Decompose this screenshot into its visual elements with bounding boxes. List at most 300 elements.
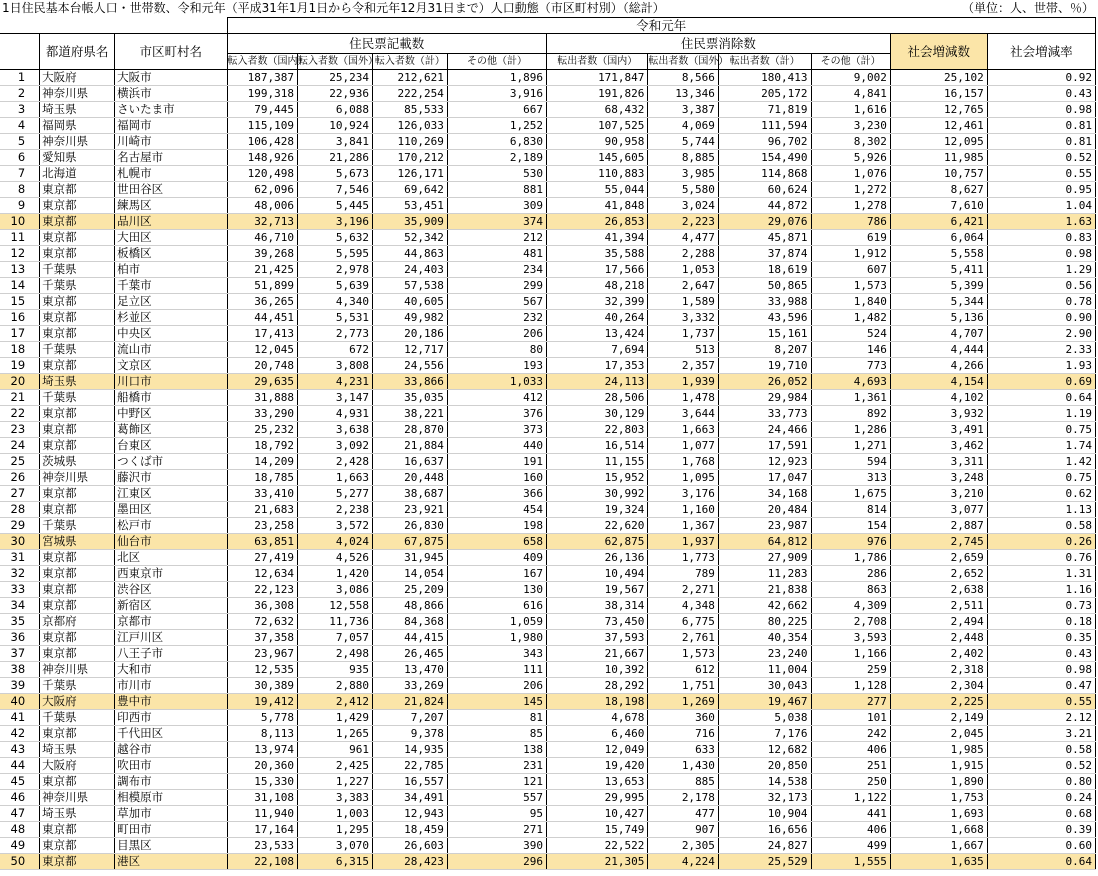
city-cell[interactable]: 草加市: [115, 806, 227, 822]
value-cell[interactable]: 667: [447, 102, 546, 118]
value-cell[interactable]: 0.35: [987, 630, 1095, 646]
value-cell[interactable]: 5,632: [298, 230, 373, 246]
value-cell[interactable]: 4,693: [811, 374, 890, 390]
value-cell[interactable]: 17,353: [547, 358, 648, 374]
value-cell[interactable]: 4,444: [890, 342, 987, 358]
value-cell[interactable]: 2,887: [890, 518, 987, 534]
value-cell[interactable]: 406: [811, 742, 890, 758]
value-cell[interactable]: 32,399: [547, 294, 648, 310]
value-cell[interactable]: 1,573: [811, 278, 890, 294]
value-cell[interactable]: 885: [648, 774, 719, 790]
value-cell[interactable]: 524: [811, 326, 890, 342]
value-cell[interactable]: 96,702: [718, 134, 811, 150]
prefecture-cell[interactable]: 埼玉県: [40, 742, 115, 758]
city-cell[interactable]: 船橋市: [115, 390, 227, 406]
value-cell[interactable]: 6,315: [298, 854, 373, 870]
value-cell[interactable]: 0.60: [987, 838, 1095, 854]
value-cell[interactable]: 594: [811, 454, 890, 470]
value-cell[interactable]: 50,865: [718, 278, 811, 294]
value-cell[interactable]: 373: [447, 422, 546, 438]
value-cell[interactable]: 360: [648, 710, 719, 726]
value-cell[interactable]: 26,853: [547, 214, 648, 230]
value-cell[interactable]: 251: [811, 758, 890, 774]
value-cell[interactable]: 44,451: [227, 310, 298, 326]
city-cell[interactable]: 中野区: [115, 406, 227, 422]
value-cell[interactable]: 62,875: [547, 534, 648, 550]
value-cell[interactable]: 32,173: [718, 790, 811, 806]
row-number[interactable]: 23: [0, 422, 40, 438]
row-number[interactable]: 5: [0, 134, 40, 150]
value-cell[interactable]: 0.95: [987, 182, 1095, 198]
value-cell[interactable]: 13,653: [547, 774, 648, 790]
value-cell[interactable]: 2,318: [890, 662, 987, 678]
row-number[interactable]: 35: [0, 614, 40, 630]
value-cell[interactable]: 18,459: [372, 822, 447, 838]
value-cell[interactable]: 309: [447, 198, 546, 214]
prefecture-cell[interactable]: 千葉県: [40, 710, 115, 726]
city-cell[interactable]: 江戸川区: [115, 630, 227, 646]
value-cell[interactable]: 390: [447, 838, 546, 854]
value-cell[interactable]: 1,295: [298, 822, 373, 838]
value-cell[interactable]: 10,757: [890, 166, 987, 182]
prefecture-cell[interactable]: 埼玉県: [40, 102, 115, 118]
value-cell[interactable]: 0.58: [987, 518, 1095, 534]
value-cell[interactable]: 299: [447, 278, 546, 294]
value-cell[interactable]: 3,841: [298, 134, 373, 150]
value-cell[interactable]: 69,642: [372, 182, 447, 198]
row-number[interactable]: 3: [0, 102, 40, 118]
city-cell[interactable]: 柏市: [115, 262, 227, 278]
value-cell[interactable]: 198: [447, 518, 546, 534]
prefecture-cell[interactable]: 愛知県: [40, 150, 115, 166]
value-cell[interactable]: 79,445: [227, 102, 298, 118]
row-number[interactable]: 12: [0, 246, 40, 262]
value-cell[interactable]: 11,155: [547, 454, 648, 470]
value-cell[interactable]: 14,054: [372, 566, 447, 582]
value-cell[interactable]: 39,268: [227, 246, 298, 262]
value-cell[interactable]: 1,272: [811, 182, 890, 198]
prefecture-cell[interactable]: 神奈川県: [40, 134, 115, 150]
value-cell[interactable]: 557: [447, 790, 546, 806]
value-cell[interactable]: 19,412: [227, 694, 298, 710]
city-cell[interactable]: 足立区: [115, 294, 227, 310]
value-cell[interactable]: 34,168: [718, 486, 811, 502]
value-cell[interactable]: 454: [447, 502, 546, 518]
value-cell[interactable]: 42,662: [718, 598, 811, 614]
prefecture-cell[interactable]: 東京都: [40, 214, 115, 230]
value-cell[interactable]: 0.98: [987, 102, 1095, 118]
city-cell[interactable]: 大阪市: [115, 70, 227, 86]
value-cell[interactable]: 8,113: [227, 726, 298, 742]
value-cell[interactable]: 30,992: [547, 486, 648, 502]
city-cell[interactable]: 練馬区: [115, 198, 227, 214]
value-cell[interactable]: 18,785: [227, 470, 298, 486]
value-cell[interactable]: 0.68: [987, 806, 1095, 822]
value-cell[interactable]: 366: [447, 486, 546, 502]
row-number[interactable]: 14: [0, 278, 40, 294]
value-cell[interactable]: 607: [811, 262, 890, 278]
city-cell[interactable]: 京都市: [115, 614, 227, 630]
value-cell[interactable]: 1,939: [648, 374, 719, 390]
value-cell[interactable]: 35,035: [372, 390, 447, 406]
value-cell[interactable]: 1,573: [648, 646, 719, 662]
value-cell[interactable]: 17,591: [718, 438, 811, 454]
value-cell[interactable]: 5,038: [718, 710, 811, 726]
prefecture-cell[interactable]: 千葉県: [40, 390, 115, 406]
value-cell[interactable]: 26,603: [372, 838, 447, 854]
value-cell[interactable]: 3,092: [298, 438, 373, 454]
value-cell[interactable]: 21,884: [372, 438, 447, 454]
value-cell[interactable]: 1,589: [648, 294, 719, 310]
value-cell[interactable]: 15,330: [227, 774, 298, 790]
value-cell[interactable]: 1,053: [648, 262, 719, 278]
value-cell[interactable]: 0.47: [987, 678, 1095, 694]
row-number[interactable]: 32: [0, 566, 40, 582]
row-number[interactable]: 6: [0, 150, 40, 166]
value-cell[interactable]: 44,872: [718, 198, 811, 214]
row-number[interactable]: 21: [0, 390, 40, 406]
value-cell[interactable]: 38,687: [372, 486, 447, 502]
value-cell[interactable]: 1,786: [811, 550, 890, 566]
value-cell[interactable]: 146: [811, 342, 890, 358]
value-cell[interactable]: 1,840: [811, 294, 890, 310]
city-cell[interactable]: 墨田区: [115, 502, 227, 518]
city-cell[interactable]: 大田区: [115, 230, 227, 246]
prefecture-cell[interactable]: 東京都: [40, 294, 115, 310]
value-cell[interactable]: 2.33: [987, 342, 1095, 358]
prefecture-cell[interactable]: 大阪府: [40, 70, 115, 86]
value-cell[interactable]: 0.81: [987, 134, 1095, 150]
value-cell[interactable]: 107,525: [547, 118, 648, 134]
value-cell[interactable]: 33,988: [718, 294, 811, 310]
value-cell[interactable]: 5,639: [298, 278, 373, 294]
value-cell[interactable]: 23,967: [227, 646, 298, 662]
value-cell[interactable]: 19,324: [547, 502, 648, 518]
value-cell[interactable]: 12,943: [372, 806, 447, 822]
value-cell[interactable]: 1,751: [648, 678, 719, 694]
value-cell[interactable]: 2,304: [890, 678, 987, 694]
value-cell[interactable]: 18,792: [227, 438, 298, 454]
row-number[interactable]: 34: [0, 598, 40, 614]
value-cell[interactable]: 11,283: [718, 566, 811, 582]
value-cell[interactable]: 20,748: [227, 358, 298, 374]
prefecture-cell[interactable]: 東京都: [40, 310, 115, 326]
value-cell[interactable]: 3,644: [648, 406, 719, 422]
value-cell[interactable]: 222,254: [372, 86, 447, 102]
value-cell[interactable]: 48,218: [547, 278, 648, 294]
value-cell[interactable]: 37,593: [547, 630, 648, 646]
value-cell[interactable]: 191,826: [547, 86, 648, 102]
value-cell[interactable]: 12,095: [890, 134, 987, 150]
value-cell[interactable]: 2,761: [648, 630, 719, 646]
value-cell[interactable]: 0.18: [987, 614, 1095, 630]
city-cell[interactable]: 文京区: [115, 358, 227, 374]
city-cell[interactable]: 板橋区: [115, 246, 227, 262]
city-cell[interactable]: 杉並区: [115, 310, 227, 326]
value-cell[interactable]: 6,421: [890, 214, 987, 230]
value-cell[interactable]: 24,403: [372, 262, 447, 278]
value-cell[interactable]: 21,667: [547, 646, 648, 662]
prefecture-cell[interactable]: 東京都: [40, 198, 115, 214]
value-cell[interactable]: 5,926: [811, 150, 890, 166]
city-cell[interactable]: 札幌市: [115, 166, 227, 182]
value-cell[interactable]: 0.52: [987, 150, 1095, 166]
value-cell[interactable]: 21,425: [227, 262, 298, 278]
city-cell[interactable]: 新宿区: [115, 598, 227, 614]
prefecture-cell[interactable]: 埼玉県: [40, 374, 115, 390]
city-cell[interactable]: さいたま市: [115, 102, 227, 118]
row-number[interactable]: 30: [0, 534, 40, 550]
value-cell[interactable]: 62,096: [227, 182, 298, 198]
prefecture-cell[interactable]: 東京都: [40, 438, 115, 454]
prefecture-cell[interactable]: 東京都: [40, 566, 115, 582]
value-cell[interactable]: 406: [811, 822, 890, 838]
value-cell[interactable]: 1,663: [648, 422, 719, 438]
value-cell[interactable]: 1,265: [298, 726, 373, 742]
value-cell[interactable]: 5,744: [648, 134, 719, 150]
city-cell[interactable]: 川崎市: [115, 134, 227, 150]
city-cell[interactable]: 仙台市: [115, 534, 227, 550]
prefecture-cell[interactable]: 大阪府: [40, 694, 115, 710]
value-cell[interactable]: 0.26: [987, 534, 1095, 550]
value-cell[interactable]: 35,909: [372, 214, 447, 230]
prefecture-cell[interactable]: 神奈川県: [40, 790, 115, 806]
value-cell[interactable]: 1,663: [298, 470, 373, 486]
value-cell[interactable]: 1,915: [890, 758, 987, 774]
row-number[interactable]: 26: [0, 470, 40, 486]
value-cell[interactable]: 41,394: [547, 230, 648, 246]
value-cell[interactable]: 2,425: [298, 758, 373, 774]
value-cell[interactable]: 789: [648, 566, 719, 582]
value-cell[interactable]: 20,186: [372, 326, 447, 342]
value-cell[interactable]: 24,556: [372, 358, 447, 374]
value-cell[interactable]: 3,147: [298, 390, 373, 406]
value-cell[interactable]: 814: [811, 502, 890, 518]
value-cell[interactable]: 0.78: [987, 294, 1095, 310]
value-cell[interactable]: 4,707: [890, 326, 987, 342]
value-cell[interactable]: 5,277: [298, 486, 373, 502]
value-cell[interactable]: 22,936: [298, 86, 373, 102]
value-cell[interactable]: 24,827: [718, 838, 811, 854]
prefecture-cell[interactable]: 東京都: [40, 726, 115, 742]
value-cell[interactable]: 935: [298, 662, 373, 678]
city-cell[interactable]: 調布市: [115, 774, 227, 790]
value-cell[interactable]: 101: [811, 710, 890, 726]
value-cell[interactable]: 206: [447, 678, 546, 694]
value-cell[interactable]: 2,288: [648, 246, 719, 262]
value-cell[interactable]: 4,154: [890, 374, 987, 390]
prefecture-cell[interactable]: 東京都: [40, 774, 115, 790]
value-cell[interactable]: 2,638: [890, 582, 987, 598]
value-cell[interactable]: 0.64: [987, 854, 1095, 870]
city-cell[interactable]: 西東京市: [115, 566, 227, 582]
value-cell[interactable]: 786: [811, 214, 890, 230]
value-cell[interactable]: 1,753: [890, 790, 987, 806]
value-cell[interactable]: 71,819: [718, 102, 811, 118]
value-cell[interactable]: 2,402: [890, 646, 987, 662]
city-cell[interactable]: 流山市: [115, 342, 227, 358]
city-cell[interactable]: 越谷市: [115, 742, 227, 758]
value-cell[interactable]: 3,230: [811, 118, 890, 134]
city-cell[interactable]: 江東区: [115, 486, 227, 502]
prefecture-cell[interactable]: 東京都: [40, 550, 115, 566]
value-cell[interactable]: 30,129: [547, 406, 648, 422]
prefecture-cell[interactable]: 東京都: [40, 582, 115, 598]
value-cell[interactable]: 17,413: [227, 326, 298, 342]
prefecture-cell[interactable]: 神奈川県: [40, 86, 115, 102]
value-cell[interactable]: 976: [811, 534, 890, 550]
prefecture-cell[interactable]: 神奈川県: [40, 470, 115, 486]
prefecture-cell[interactable]: 千葉県: [40, 278, 115, 294]
prefecture-cell[interactable]: 東京都: [40, 486, 115, 502]
city-cell[interactable]: 川口市: [115, 374, 227, 390]
prefecture-cell[interactable]: 東京都: [40, 646, 115, 662]
city-cell[interactable]: 八王子市: [115, 646, 227, 662]
value-cell[interactable]: 170,212: [372, 150, 447, 166]
value-cell[interactable]: 19,710: [718, 358, 811, 374]
prefecture-cell[interactable]: 北海道: [40, 166, 115, 182]
row-number[interactable]: 28: [0, 502, 40, 518]
value-cell[interactable]: 2,189: [447, 150, 546, 166]
value-cell[interactable]: 167: [447, 566, 546, 582]
value-cell[interactable]: 10,494: [547, 566, 648, 582]
value-cell[interactable]: 17,566: [547, 262, 648, 278]
value-cell[interactable]: 1,773: [648, 550, 719, 566]
value-cell[interactable]: 53,451: [372, 198, 447, 214]
value-cell[interactable]: 212,621: [372, 70, 447, 86]
value-cell[interactable]: 25,529: [718, 854, 811, 870]
row-number[interactable]: 22: [0, 406, 40, 422]
value-cell[interactable]: 2,511: [890, 598, 987, 614]
value-cell[interactable]: 250: [811, 774, 890, 790]
value-cell[interactable]: 145: [447, 694, 546, 710]
value-cell[interactable]: 37,874: [718, 246, 811, 262]
value-cell[interactable]: 26,830: [372, 518, 447, 534]
value-cell[interactable]: 11,736: [298, 614, 373, 630]
value-cell[interactable]: 5,778: [227, 710, 298, 726]
value-cell[interactable]: 296: [447, 854, 546, 870]
value-cell[interactable]: 567: [447, 294, 546, 310]
value-cell[interactable]: 13,470: [372, 662, 447, 678]
value-cell[interactable]: 20,850: [718, 758, 811, 774]
value-cell[interactable]: 1,252: [447, 118, 546, 134]
value-cell[interactable]: 0.75: [987, 422, 1095, 438]
city-cell[interactable]: 品川区: [115, 214, 227, 230]
value-cell[interactable]: 22,123: [227, 582, 298, 598]
value-cell[interactable]: 34,491: [372, 790, 447, 806]
value-cell[interactable]: 26,052: [718, 374, 811, 390]
prefecture-cell[interactable]: 東京都: [40, 854, 115, 870]
value-cell[interactable]: 212: [447, 230, 546, 246]
value-cell[interactable]: 25,102: [890, 70, 987, 86]
value-cell[interactable]: 0.43: [987, 86, 1095, 102]
value-cell[interactable]: 110,269: [372, 134, 447, 150]
row-number[interactable]: 49: [0, 838, 40, 854]
value-cell[interactable]: 0.98: [987, 662, 1095, 678]
value-cell[interactable]: 12,717: [372, 342, 447, 358]
value-cell[interactable]: 14,209: [227, 454, 298, 470]
value-cell[interactable]: 3,248: [890, 470, 987, 486]
value-cell[interactable]: 33,866: [372, 374, 447, 390]
value-cell[interactable]: 1.42: [987, 454, 1095, 470]
value-cell[interactable]: 2,773: [298, 326, 373, 342]
value-cell[interactable]: 16,514: [547, 438, 648, 454]
row-number[interactable]: 25: [0, 454, 40, 470]
value-cell[interactable]: 1.63: [987, 214, 1095, 230]
value-cell[interactable]: 120,498: [227, 166, 298, 182]
value-cell[interactable]: 2,498: [298, 646, 373, 662]
value-cell[interactable]: 33,269: [372, 678, 447, 694]
value-cell[interactable]: 18,619: [718, 262, 811, 278]
value-cell[interactable]: 1,420: [298, 566, 373, 582]
city-cell[interactable]: 千葉市: [115, 278, 227, 294]
value-cell[interactable]: 33,290: [227, 406, 298, 422]
value-cell[interactable]: 1,667: [890, 838, 987, 854]
value-cell[interactable]: 23,987: [718, 518, 811, 534]
row-number[interactable]: 47: [0, 806, 40, 822]
city-cell[interactable]: 松戸市: [115, 518, 227, 534]
prefecture-cell[interactable]: 東京都: [40, 502, 115, 518]
row-number[interactable]: 18: [0, 342, 40, 358]
value-cell[interactable]: 35,588: [547, 246, 648, 262]
value-cell[interactable]: 48,006: [227, 198, 298, 214]
city-cell[interactable]: 千代田区: [115, 726, 227, 742]
prefecture-cell[interactable]: 千葉県: [40, 518, 115, 534]
value-cell[interactable]: 1,668: [890, 822, 987, 838]
value-cell[interactable]: 4,069: [648, 118, 719, 134]
value-cell[interactable]: 343: [447, 646, 546, 662]
value-cell[interactable]: 106,428: [227, 134, 298, 150]
value-cell[interactable]: 4,231: [298, 374, 373, 390]
value-cell[interactable]: 6,775: [648, 614, 719, 630]
value-cell[interactable]: 5,411: [890, 262, 987, 278]
value-cell[interactable]: 22,803: [547, 422, 648, 438]
value-cell[interactable]: 30,043: [718, 678, 811, 694]
value-cell[interactable]: 2,412: [298, 694, 373, 710]
value-cell[interactable]: 4,024: [298, 534, 373, 550]
value-cell[interactable]: 286: [811, 566, 890, 582]
value-cell[interactable]: 3,491: [890, 422, 987, 438]
city-cell[interactable]: 福岡市: [115, 118, 227, 134]
value-cell[interactable]: 7,207: [372, 710, 447, 726]
value-cell[interactable]: 0.73: [987, 598, 1095, 614]
value-cell[interactable]: 85,533: [372, 102, 447, 118]
value-cell[interactable]: 4,224: [648, 854, 719, 870]
value-cell[interactable]: 7,176: [718, 726, 811, 742]
city-cell[interactable]: 市川市: [115, 678, 227, 694]
prefecture-cell[interactable]: 東京都: [40, 838, 115, 854]
value-cell[interactable]: 27,909: [718, 550, 811, 566]
value-cell[interactable]: 8,566: [648, 70, 719, 86]
value-cell[interactable]: 41,848: [547, 198, 648, 214]
value-cell[interactable]: 8,207: [718, 342, 811, 358]
value-cell[interactable]: 8,885: [648, 150, 719, 166]
prefecture-cell[interactable]: 大阪府: [40, 758, 115, 774]
value-cell[interactable]: 33,410: [227, 486, 298, 502]
value-cell[interactable]: 4,102: [890, 390, 987, 406]
value-cell[interactable]: 7,057: [298, 630, 373, 646]
value-cell[interactable]: 1,675: [811, 486, 890, 502]
value-cell[interactable]: 51,899: [227, 278, 298, 294]
value-cell[interactable]: 21,683: [227, 502, 298, 518]
value-cell[interactable]: 199,318: [227, 86, 298, 102]
value-cell[interactable]: 57,538: [372, 278, 447, 294]
value-cell[interactable]: 513: [648, 342, 719, 358]
value-cell[interactable]: 1,095: [648, 470, 719, 486]
value-cell[interactable]: 1,166: [811, 646, 890, 662]
value-cell[interactable]: 4,477: [648, 230, 719, 246]
prefecture-cell[interactable]: 千葉県: [40, 678, 115, 694]
